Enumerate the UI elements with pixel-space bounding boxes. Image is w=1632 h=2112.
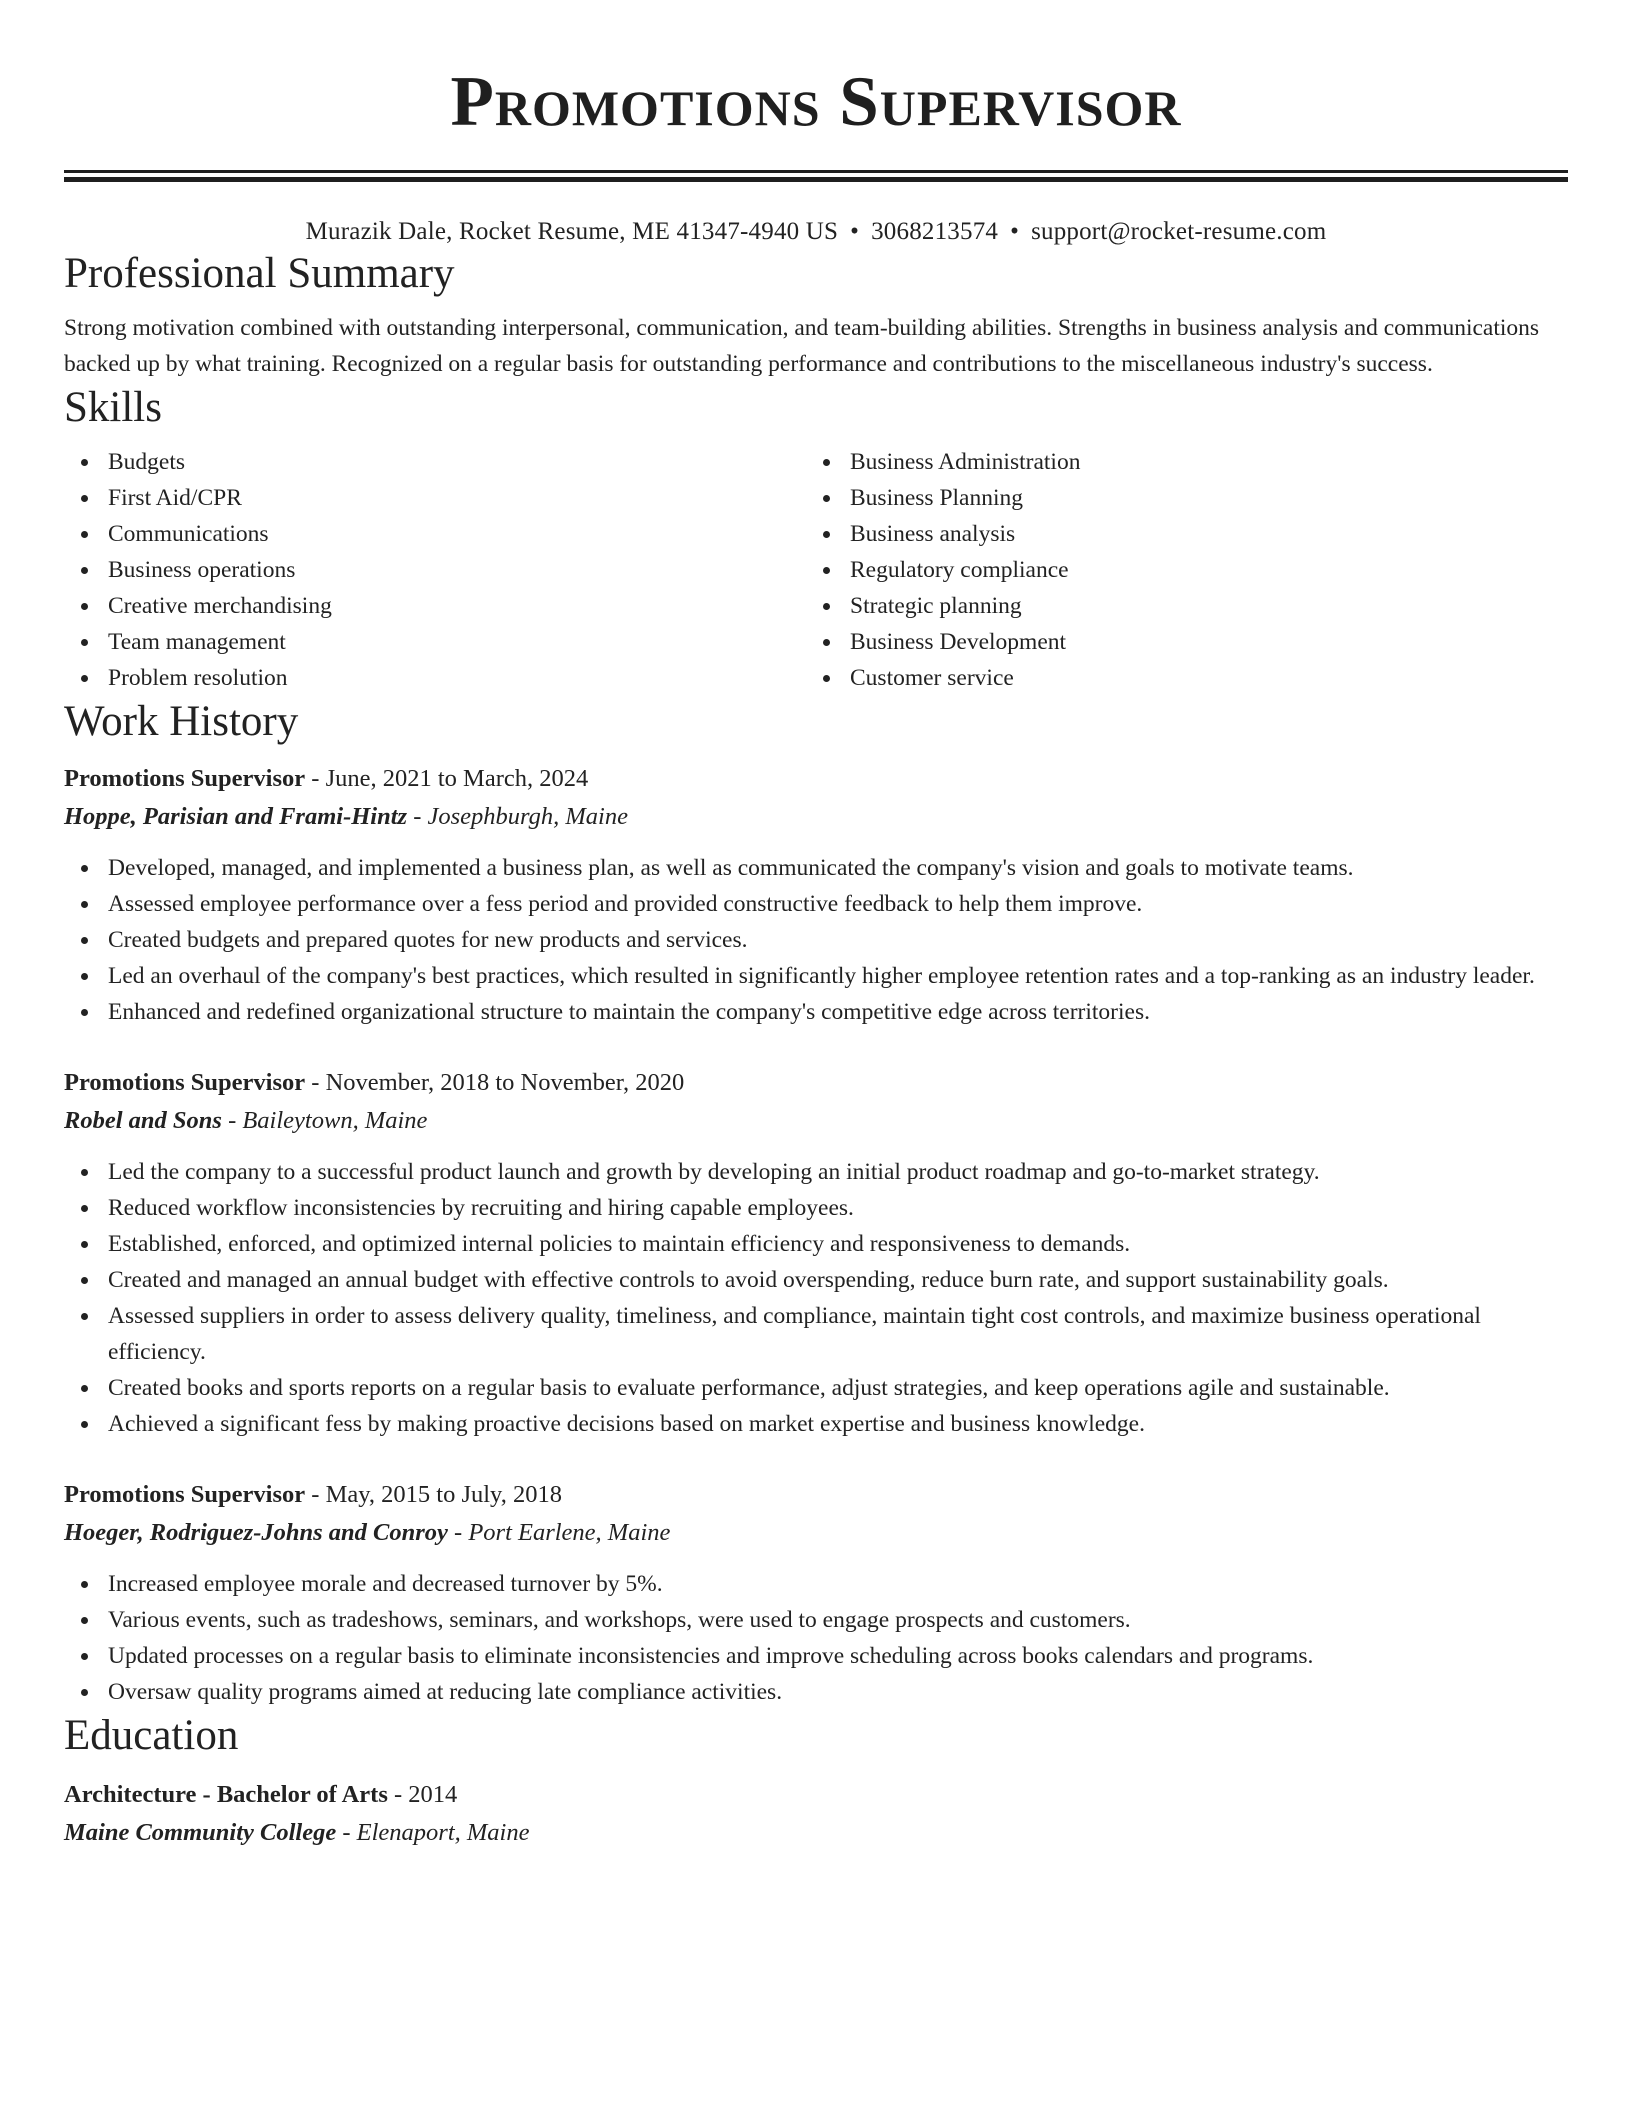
job-dates: - June, 2021 to March, 2024 <box>305 765 589 792</box>
job-company-line <box>64 798 1568 836</box>
job-entry <box>64 760 1568 1030</box>
skill-item: Team management <box>64 624 806 660</box>
job-duty: Increased employee morale and decreased turnover by 5%. <box>64 1566 1568 1602</box>
education-year: - 2014 <box>387 1781 458 1808</box>
skills-column-left <box>64 444 806 696</box>
job-title-line <box>64 1476 1568 1514</box>
job-title-line <box>64 1064 1568 1102</box>
job-duty: Reduced workflow inconsistencies by recruiting and hiring capable employees. <box>64 1190 1568 1226</box>
summary-text: Strong motivation combined with outstanding interpersonal, communication, and team-building abilities. Strengths in business analysis and communications backed up by what training. Recognized on a regular basis for outstanding performance and contributions to the miscellaneous industry's success. <box>64 315 1540 377</box>
job-duty: Created budgets and prepared quotes for new products and services. <box>64 922 1568 958</box>
skill-item: First Aid/CPR <box>64 480 806 516</box>
job-duty: Assessed suppliers in order to assess delivery quality, timeliness, and compliance, maintain tight cost controls, and maximize business operational efficiency. <box>64 1298 1568 1370</box>
contact-separator: • <box>1010 218 1020 245</box>
education-degree: Architecture - Bachelor of Arts <box>64 1781 388 1808</box>
contact-email[interactable]: support@rocket-resume.com <box>1031 218 1327 245</box>
job-duty: Achieved a significant fess by making proactive decisions based on market expertise and business knowledge. <box>64 1406 1568 1442</box>
skill-item: Business operations <box>64 552 806 588</box>
skill-item: Communications <box>64 516 806 552</box>
job-duty: Various events, such as tradeshows, seminars, and workshops, were used to engage prospects and customers. <box>64 1602 1568 1638</box>
contact-phone: 3068213574 <box>871 218 999 245</box>
job-company: Hoppe, Parisian and Frami-Hintz <box>64 803 408 830</box>
skill-item: Business analysis <box>806 516 1548 552</box>
job-company-line <box>64 1514 1568 1552</box>
job-location: - Josephburgh, Maine <box>407 803 628 830</box>
education-heading: Education <box>64 1712 239 1759</box>
summary-heading: Professional Summary <box>64 250 455 297</box>
job-duties <box>64 1566 1568 1710</box>
job-title: Promotions Supervisor <box>64 1481 306 1508</box>
job-company: Hoeger, Rodriguez-Johns and Conroy <box>64 1519 448 1546</box>
job-duty: Oversaw quality programs aimed at reducing late compliance activities. <box>64 1674 1568 1710</box>
title-divider <box>64 170 1568 182</box>
job-duties <box>64 850 1568 1030</box>
job-duty: Created books and sports reports on a regular basis to evaluate performance, adjust strategies, and keep operations agile and sustainable. <box>64 1370 1568 1406</box>
skill-item: Strategic planning <box>806 588 1548 624</box>
skills-column-right <box>806 444 1548 696</box>
job-title-line <box>64 760 1568 798</box>
job-duty: Developed, managed, and implemented a business plan, as well as communicated the company's vision and goals to motivate teams. <box>64 850 1568 886</box>
job-entry <box>64 1476 1568 1710</box>
skill-item: Business Administration <box>806 444 1548 480</box>
skill-item: Business Planning <box>806 480 1548 516</box>
skill-item: Creative merchandising <box>64 588 806 624</box>
job-company-line <box>64 1102 1568 1140</box>
skills-heading: Skills <box>64 384 162 431</box>
job-duty: Created and managed an annual budget with effective controls to avoid overspending, reduce burn rate, and support sustainability goals. <box>64 1262 1568 1298</box>
job-duties <box>64 1154 1568 1442</box>
job-duty: Enhanced and redefined organizational structure to maintain the company's competitive edge across territories. <box>64 994 1568 1030</box>
job-location: - Baileytown, Maine <box>221 1107 428 1134</box>
contact-address: Murazik Dale, Rocket Resume, ME 41347-4940 US <box>305 218 839 245</box>
job-duty: Assessed employee performance over a fess period and provided constructive feedback to help them improve. <box>64 886 1568 922</box>
job-title: Promotions Supervisor <box>64 1069 306 1096</box>
education-location: - Elenaport, Maine <box>336 1819 530 1846</box>
skill-item: Customer service <box>806 660 1548 696</box>
job-dates: - May, 2015 to July, 2018 <box>305 1481 562 1508</box>
job-location: - Port Earlene, Maine <box>447 1519 671 1546</box>
contact-line <box>64 216 1568 248</box>
skills-list <box>64 444 1568 696</box>
job-duty: Updated processes on a regular basis to eliminate inconsistencies and improve scheduling across books calendars and programs. <box>64 1638 1568 1674</box>
skill-item: Problem resolution <box>64 660 806 696</box>
job-dates: - November, 2018 to November, 2020 <box>305 1069 685 1096</box>
contact-separator: • <box>850 218 860 245</box>
education-school-line <box>64 1814 1568 1852</box>
education-school: Maine Community College <box>64 1819 337 1846</box>
resume-title: Promotions Supervisor <box>450 63 1182 141</box>
job-duty: Led an overhaul of the company's best practices, which resulted in significantly higher employee retention rates and a top-ranking as an industry leader. <box>64 958 1568 994</box>
education-degree-line <box>64 1776 1568 1814</box>
job-duty: Led the company to a successful product launch and growth by developing an initial product roadmap and go-to-market strategy. <box>64 1154 1568 1190</box>
job-entry <box>64 1064 1568 1442</box>
job-duty: Established, enforced, and optimized internal policies to maintain efficiency and responsiveness to demands. <box>64 1226 1568 1262</box>
skill-item: Business Development <box>806 624 1548 660</box>
skill-item: Budgets <box>64 444 806 480</box>
skill-item: Regulatory compliance <box>806 552 1548 588</box>
job-company: Robel and Sons <box>64 1107 222 1134</box>
work-history-heading: Work History <box>64 698 299 745</box>
job-title: Promotions Supervisor <box>64 765 306 792</box>
